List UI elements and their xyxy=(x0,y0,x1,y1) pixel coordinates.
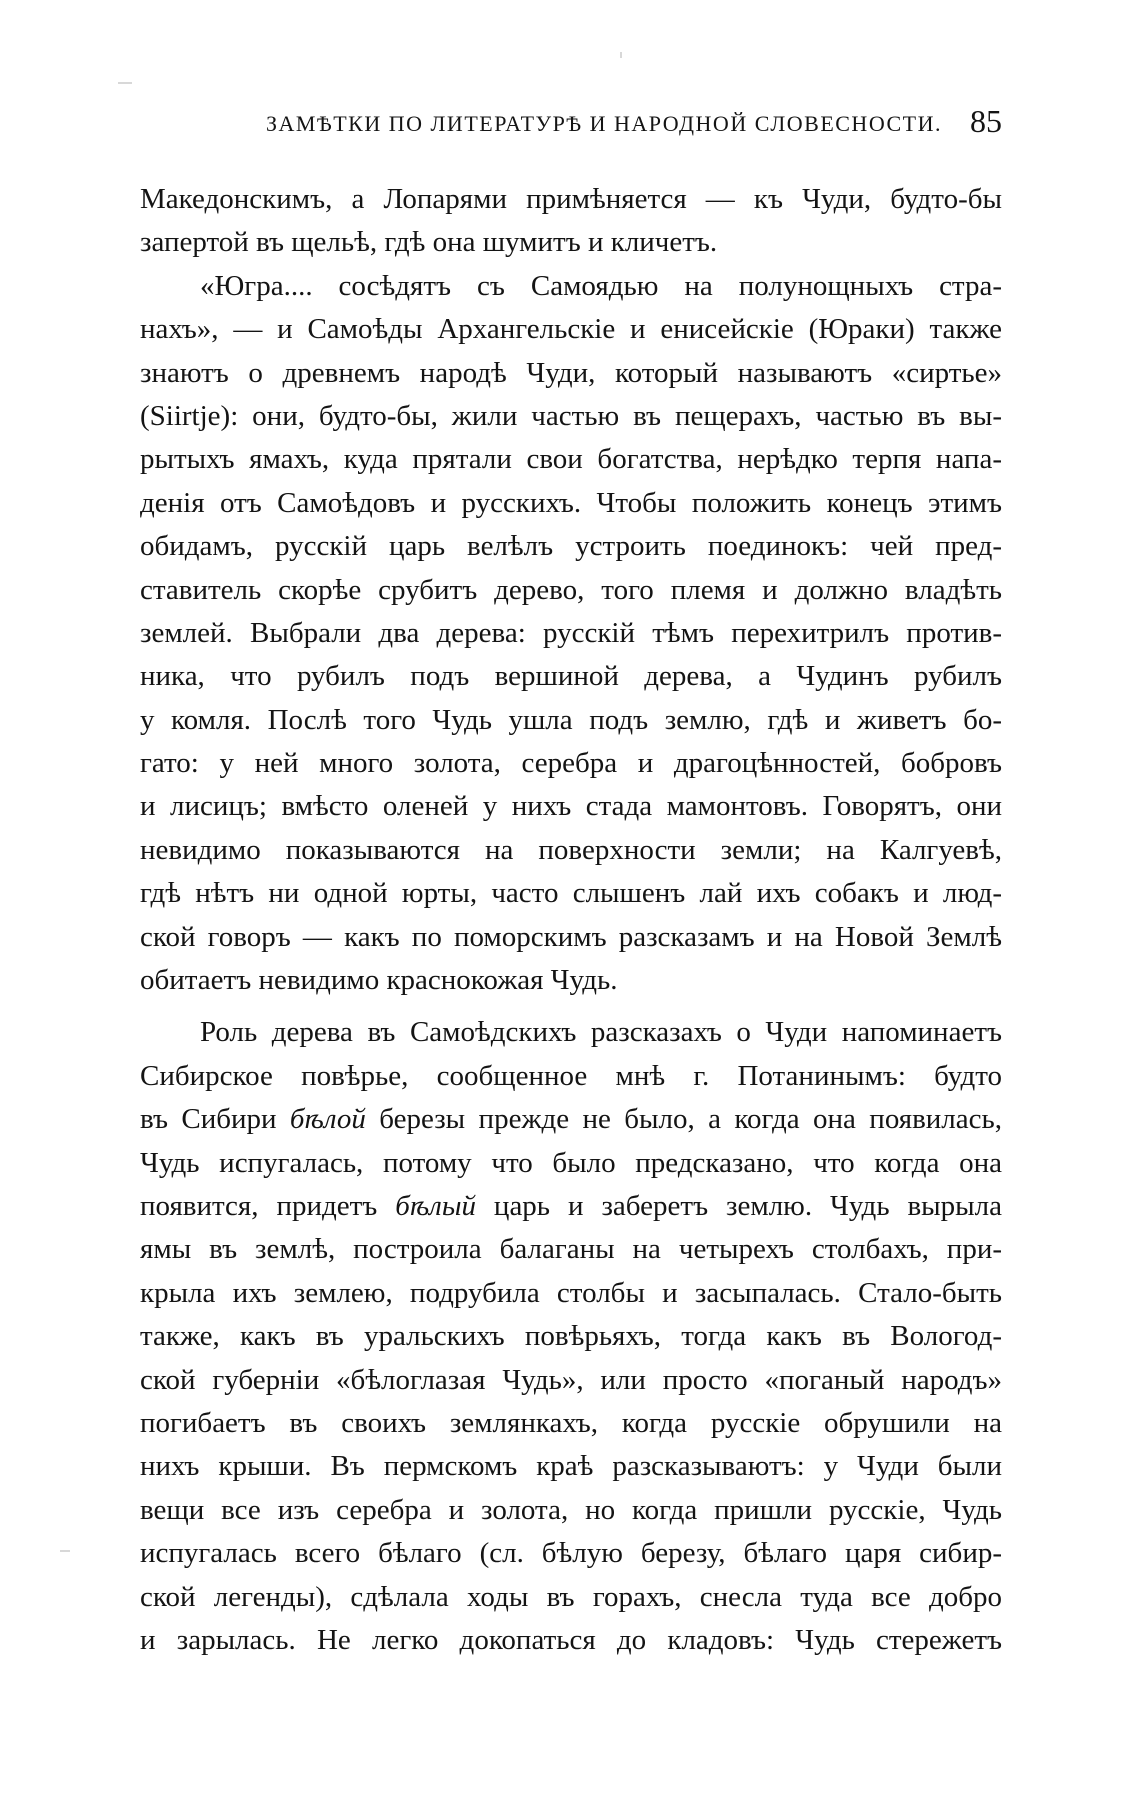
text-line: ямы въ землѣ, построила балаганы на четырехъ столбахъ, при- xyxy=(140,1233,1002,1266)
text-line: Сибирское повѣрье, сообщенное мнѣ г. Потанинымъ: будто xyxy=(140,1059,1002,1092)
text-line: и зарылась. Не легко докопаться до кладовъ: Чудь стережетъ xyxy=(140,1623,1002,1656)
scan-edge-mark xyxy=(60,1550,70,1552)
italic-word: бѣлый xyxy=(395,1189,476,1222)
text-line: ника, что рубилъ подъ вершиной дерева, а Чудинъ рубилъ xyxy=(140,660,1002,693)
text-line xyxy=(140,1185,1002,1228)
running-title: ЗАМѢТКИ ПО ЛИТЕРАТУРѢ И НАРОДНОЙ СЛОВЕСНОСТИ. xyxy=(266,111,942,136)
text-line: Чудь испугалась, потому что было предсказано, что когда она xyxy=(140,1146,1002,1179)
text-line: невидимо показываются на поверхности земли; на Калгуевѣ, xyxy=(140,833,1002,866)
text-line: Македонскимъ, а Лопарями примѣняется — къ Чуди, будто-бы xyxy=(140,183,1002,215)
text-line: рытыхъ ямахъ, куда прятали свои богатства, нерѣдко терпя напа- xyxy=(140,443,1002,476)
text-line xyxy=(140,1098,1002,1141)
text-line: землей. Выбрали два дерева: русскій тѣмъ перехитрилъ против- xyxy=(140,616,1002,649)
text-segment: царь и заберетъ землю. Чудь вырыла xyxy=(475,1189,1002,1222)
text-line: ской легенды), сдѣлала ходы въ горахъ, снесла туда все добро xyxy=(140,1580,1002,1613)
text-line: знаютъ о древнемъ народѣ Чуди, который называютъ «сиртье» xyxy=(140,356,1002,389)
scan-edge-mark xyxy=(118,82,132,84)
text-line: у комля. Послѣ того Чудь ушла подъ землю, гдѣ и живетъ бо- xyxy=(140,703,1002,736)
text-line: вещи все изъ серебра и золота, но когда пришли русскіе, Чудь xyxy=(140,1493,1002,1526)
text-line: ставитель скорѣе срубитъ дерево, того племя и должно владѣть xyxy=(140,573,1002,606)
italic-word: бѣлой xyxy=(289,1103,366,1136)
text-line: нахъ», — и Самоѣды Архангельскіе и енисейскіе (Юраки) также xyxy=(140,313,1002,346)
text-line: испугалась всего бѣлаго (сл. бѣлую березу, бѣлаго царя сибир- xyxy=(140,1537,1002,1570)
body-text xyxy=(140,178,1002,1662)
page-number: 85 xyxy=(970,103,1002,139)
page-header xyxy=(140,103,1002,153)
text-line: Роль дерева въ Самоѣдскихъ разсказахъ о Чуди напоминаетъ xyxy=(200,1016,1002,1049)
text-line: гато: у ней много золота, серебра и драгоцѣнностей, бобровъ xyxy=(140,747,1002,780)
text-line: обидамъ, русскій царь велѣлъ устроить поединокъ: чей пред- xyxy=(140,530,1002,563)
text-line: погибаетъ въ своихъ землянкахъ, когда русскіе обрушили на xyxy=(140,1406,1002,1439)
text-line: (Siirtje): они, будто-бы, жили частью въ пещерахъ, частью въ вы- xyxy=(140,399,1002,432)
paragraph-gap xyxy=(140,1002,1002,1011)
text-line: и лисицъ; вмѣсто оленей у нихъ стада мамонтовъ. Говорятъ, они xyxy=(140,790,1002,823)
scan-edge-mark xyxy=(620,52,622,58)
text-line: также, какъ въ уральскихъ повѣрьяхъ, тогда какъ въ Вологод- xyxy=(140,1320,1002,1353)
text-line: обитаетъ невидимо краснокожая Чудь. xyxy=(140,964,618,997)
text-line: денія отъ Самоѣдовъ и русскихъ. Чтобы положить конецъ этимъ xyxy=(140,486,1002,519)
text-line: ской говоръ — какъ по поморскимъ разсказамъ и на Новой Землѣ xyxy=(140,920,1002,953)
text-segment: въ Сибири xyxy=(140,1103,290,1136)
text-line: крыла ихъ землею, подрубила столбы и засыпалась. Стало-быть xyxy=(140,1276,1002,1309)
text-segment: березы прежде не было, а когда она появилась, xyxy=(365,1103,1002,1136)
text-line: нихъ крыши. Въ пермскомъ краѣ разсказываютъ: у Чуди были xyxy=(140,1450,1002,1483)
text-line: запертой въ щельѣ, гдѣ она шумитъ и кличетъ. xyxy=(140,226,718,259)
text-line: «Югра.... сосѣдятъ съ Самоядью на полунощныхъ стра- xyxy=(200,269,1002,302)
text-line: гдѣ нѣтъ ни одной юрты, часто слышенъ лай ихъ собакъ и люд- xyxy=(140,877,1002,910)
text-line: ской губерніи «бѣлоглазая Чудь», или просто «поганый народъ» xyxy=(140,1363,1002,1396)
text-segment: появится, придетъ xyxy=(140,1189,396,1222)
